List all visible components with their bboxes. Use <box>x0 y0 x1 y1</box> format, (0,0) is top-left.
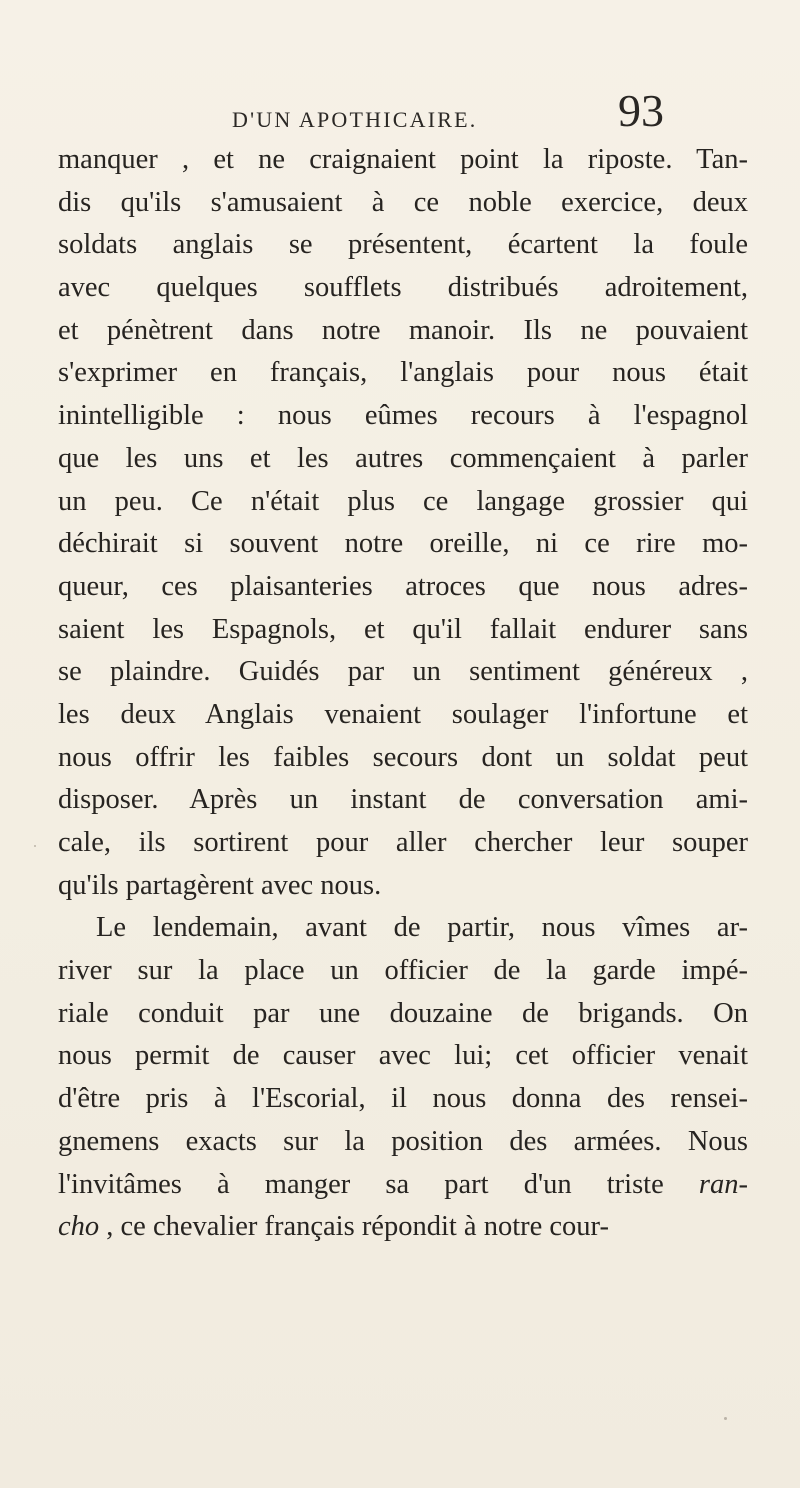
text-line: avec quelques soufflets distribués adroitement, <box>58 272 748 304</box>
text-line: saient les Espagnols, et qu'il fallait endurer sans <box>58 613 748 645</box>
text-segment: l'invitâmes à manger sa part d'un triste <box>58 1168 664 1200</box>
text-line: nous offrir les faibles secours dont un soldat peut <box>58 741 748 773</box>
paper-speck <box>34 845 36 847</box>
text-line: queur, ces plaisanteries atroces que nous adres- <box>58 570 748 602</box>
text-line: qu'ils partagèrent avec nous. <box>58 869 382 901</box>
text-line-with-italic <box>58 1164 748 1207</box>
text-line: river sur la place un officier de la garde impé- <box>58 955 748 987</box>
text-line: se plaindre. Guidés par un sentiment généreux , <box>58 656 748 688</box>
running-head <box>0 80 800 140</box>
page-number: 93 <box>618 85 664 136</box>
text-line: cale, ils sortirent pour aller chercher leur souper <box>58 827 748 858</box>
text-line: gnemens exacts sur la position des armées. Nous <box>58 1125 748 1157</box>
text-segment: , ce chevalier français répondit à notre cour- <box>99 1211 609 1243</box>
text-line: que les uns et les autres commençaient à parler <box>58 442 748 474</box>
text-line: riale conduit par une douzaine de brigands. On <box>58 997 748 1029</box>
text-line: déchirait si souvent notre oreille, ni ce rire mo- <box>58 528 748 560</box>
text-line: soldats anglais se présentent, écartent la foule <box>58 229 748 261</box>
italic-word-fragment: cho <box>58 1211 100 1243</box>
italic-word-fragment: ran- <box>698 1168 749 1200</box>
body-text <box>58 139 748 1249</box>
text-line: et pénètrent dans notre manoir. Ils ne pouvaient <box>58 314 748 346</box>
text-line: Le lendemain, avant de partir, nous vîmes ar- <box>96 912 748 944</box>
text-line: inintelligible : nous eûmes recours à l'espagnol <box>58 400 748 432</box>
text-line-with-italic <box>58 1206 748 1249</box>
text-line: d'être pris à l'Escorial, il nous donna des rensei- <box>58 1083 748 1115</box>
text-line: les deux Anglais venaient soulager l'infortune et <box>58 698 748 730</box>
text-line: un peu. Ce n'était plus ce langage grossier qui <box>58 485 748 517</box>
text-line: dis qu'ils s'amusaient à ce noble exercice, deux <box>58 186 748 218</box>
text-line: manquer , et ne craignaient point la riposte. Tan- <box>58 144 748 175</box>
text-line: s'exprimer en français, l'anglais pour nous était <box>58 357 748 389</box>
paper-speck <box>724 1417 727 1420</box>
running-title: D'UN APOTHICAIRE. <box>232 107 478 132</box>
text-line: disposer. Après un instant de conversation ami- <box>58 784 748 816</box>
text-line: nous permit de causer avec lui; cet officier venait <box>58 1040 748 1072</box>
